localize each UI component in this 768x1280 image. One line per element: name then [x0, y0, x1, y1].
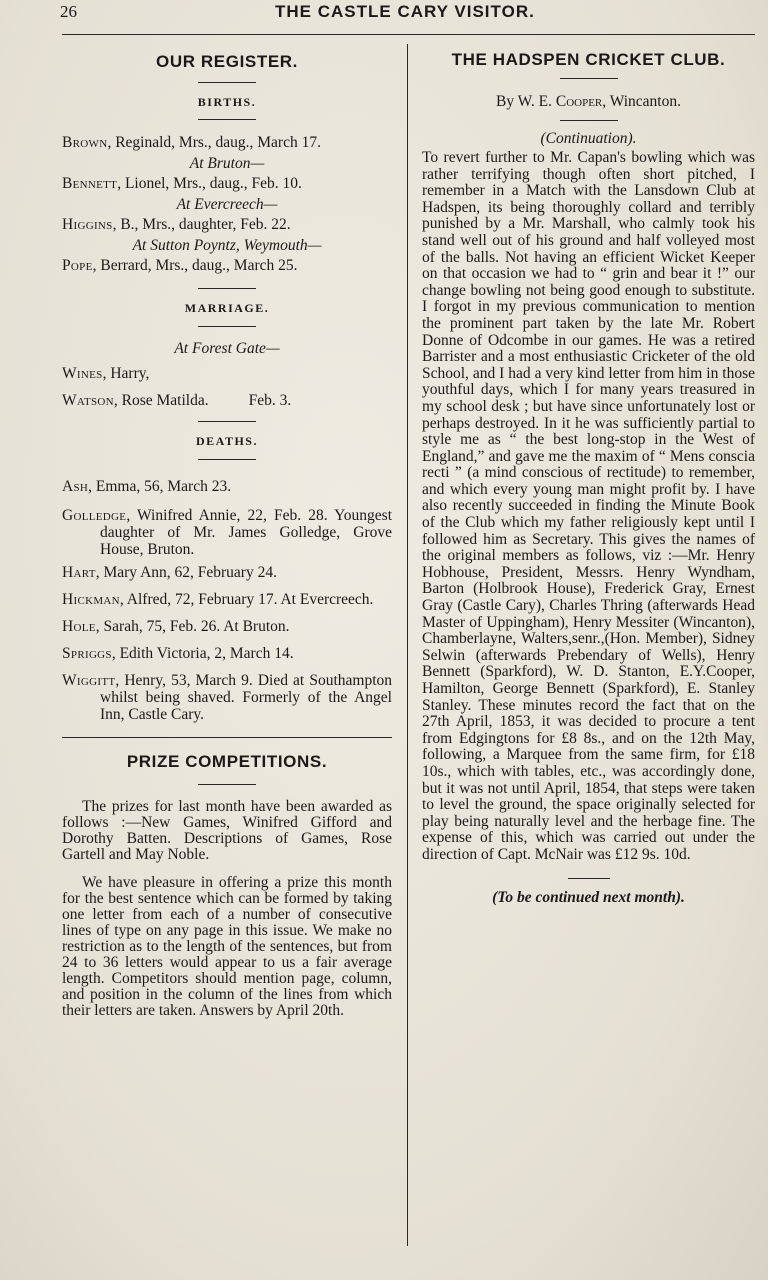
births-list: [62, 134, 392, 274]
running-title: THE CASTLE CARY VISITOR.: [275, 2, 535, 21]
cricket-title: THE HADSPEN CRICKET CLUB.: [451, 50, 726, 69]
prize-offer: We have pleasure in offering a prize this month for the best sentence which can be formed by taking one letter from each of a number of consecutive lines of type on any page in this issue. We make no restriction as to the length of the sentences, but from 24 to 36 letters would appear to us a fair average length. Competitors should mention page, column, and position in the column of the lines from which their letters are taken. Answers by April 20th.: [62, 874, 392, 1019]
cricket-article-body: To revert further to Mr. Capan's bowling which was rather terrifying though often short pitched, I remember in a Match with the Lansdown Club at Hadspen, its being thoroughly collard and terribly punished by a Mr. Marshall, who calmly took his stand well out of his ground and half volleyed most of the balls. Not having an efficient Wicket Keeper on that occasion we had to “ grin and bear it !” our change bowling not being good enough to substitute. I forgot in my previous communication to mention the prominent part taken by the late Mr. Robert Donne of Odcombe in our games. He was a retired Barrister and a most enthusiastic Cricketer of the old School, and I had a very kind letter from him in those youthful days, which I for many years treasured in my school desk ; but have since unfortunately lost or perhaps destroyed. In it he was sufficiently partial to style me as “ the best long-stop in the West of England,” and gave me the maxim of “ Mens conscia recti ” (a mind conscious of rectitude) to remember, and which every young man might profit by. I have also recently succeeded in finding the Minute Book of the Club which my father religiously kept until I followed him as Secretary. This gives the names of the original members as follows, viz :—Mr. Henry Hobhouse, President, Messrs. Henry Wyndham, Barton (Holbrook House), Frederick Gray, Ernest Gray (Castle Cary), Charles Thring (afterwards Head Master of Uppingham), Henry Messiter (Wincanton), Chamberlayne, Walters,senr.,(Hon. Member), Sidney Selwin (afterwards Prebendary of Wells), Henry Bennett (Sparkford), W. D. Stanton, E.Y.Cooper, Hamilton, George Bennett (Sparkford), E. Stanley Stanley. These minutes record the fact that on the 27th April, 1853, it was decided to procure a tent from Edgingtons for £8 8s., and on the 12th May, following, a Marquee from the same firm, for £18 10s., which with tables, etc., was accordingly done, but it was not until April, 1854, that steps were taken to level the ground, the space originally selected for play being naturally level and the herbage fine. The expense of this, which was carried out under the direction of Capt. McNair was £12 9s. 10d.: [422, 149, 755, 863]
continuation-label: (Continuation).: [540, 130, 637, 147]
death-entry: Ash, Emma, 56, March 23.: [62, 478, 232, 495]
marriage-date: Feb. 3.: [248, 392, 292, 409]
divider: [198, 82, 256, 83]
death-entry: Hole, Sarah, 75, Feb. 26. At Bruton.: [62, 618, 290, 635]
deaths-list: [62, 478, 392, 723]
death-entry: Hickman, Alfred, 72, February 17. At Evercreech.: [62, 591, 374, 608]
birth-entry: Bennett, Lionel, Mrs., daug., Feb. 10.: [62, 175, 302, 192]
marriage-place: At Forest Gate—: [174, 340, 280, 357]
column-divider: [407, 44, 408, 1246]
prize-title: PRIZE COMPETITIONS.: [126, 752, 328, 771]
birth-place: At Evercreech—: [176, 196, 278, 213]
births-heading: BIRTHS.: [197, 95, 257, 109]
birth-place: At Sutton Poyntz, Weymouth—: [132, 237, 322, 254]
divider: [560, 120, 618, 121]
register-title: OUR REGISTER.: [156, 52, 298, 71]
marriage-entry: Wines, Harry,: [62, 365, 150, 382]
birth-entry: Higgins, B., Mrs., daughter, Feb. 22.: [62, 216, 291, 233]
divider: [198, 326, 256, 327]
divider: [198, 784, 256, 785]
death-entry: Spriggs, Edith Victoria, 2, March 14.: [62, 645, 294, 662]
section-rule: [62, 737, 392, 738]
page-number: 26: [60, 2, 77, 21]
byline: By W. E. Cooper, Wincanton.: [496, 93, 681, 110]
deaths-heading: DEATHS.: [196, 434, 258, 448]
right-column: [422, 44, 755, 907]
page-header: [0, 0, 768, 30]
birth-entry: Brown, Reginald, Mrs., daug., March 17.: [62, 134, 321, 151]
divider: [560, 78, 618, 79]
divider: [198, 288, 256, 289]
prize-results: The prizes for last month have been awarded as follows :—New Games, Winifred Gifford and Dorothy Batten. Descriptions of Games, Rose Gartell and May Noble.: [62, 798, 392, 863]
death-entry: Wiggitt, Henry, 53, March 9. Died at Southampton whilst being shaved. Formerly of the Angel Inn, Castle Cary.: [62, 672, 392, 723]
divider: [198, 421, 256, 422]
marriage-entry: Watson, Rose Matilda. Feb. 3.: [62, 392, 292, 409]
birth-place: At Bruton—: [189, 155, 265, 172]
marriage-heading: MARRIAGE.: [184, 301, 270, 315]
death-entry: Golledge, Winifred Annie, 22, Feb. 28. Youngest daughter of Mr. James Golledge, Grove House, Bruton.: [62, 507, 392, 558]
divider: [198, 119, 256, 120]
birth-entry: Pope, Berrard, Mrs., daug., March 25.: [62, 257, 298, 274]
continued-note: (To be continued next month).: [492, 888, 685, 906]
left-column: [62, 44, 392, 1019]
header-rule: [62, 34, 755, 35]
divider: [198, 459, 256, 460]
death-entry: Hart, Mary Ann, 62, February 24.: [62, 564, 277, 581]
divider: [568, 878, 610, 879]
